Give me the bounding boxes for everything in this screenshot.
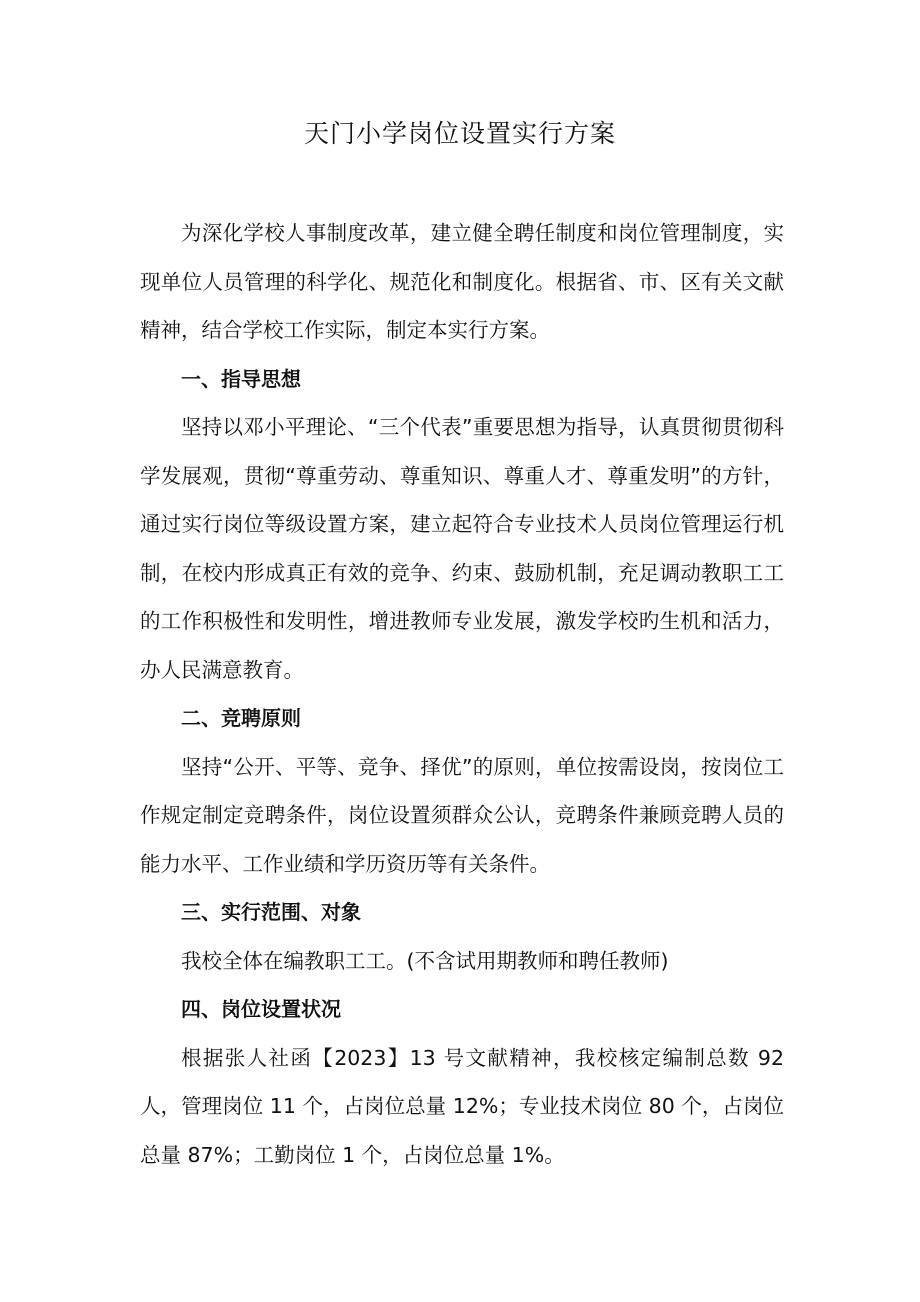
section-heading-post-setup-status: 四、岗位设置状况	[181, 997, 341, 1021]
section-body-scope-and-targets: 我校全体在编教职工工。(不含试用期教师和聘任教师)	[181, 948, 669, 973]
section-body-competition-principles: 坚持“公开、平等、竞争、择优”的原则，单位按需设岗，按岗位工作规定制定竞聘条件，岗位设置须群众公认，竞聘条件兼顾竞聘人员的能力水平、工作业绩和学历资历等有关条件。	[140, 754, 784, 876]
section-heading-scope-and-targets: 三、实行范围、对象	[181, 900, 361, 924]
section-heading-competition-principles: 二、竞聘原则	[181, 706, 301, 730]
section-body-guiding-ideology: 坚持以邓小平理论、“三个代表”重要思想为指导，认真贯彻贯彻科学发展观，贯彻“尊重劳动、尊重知识、尊重人才、尊重发明”的方针，通过实行岗位等级设置方案，建立起符合专业技术人员岗位管理运行机制，在校内形成真正有效的竞争、约束、鼓励机制，充足调动教职工工的工作积极性和发明性，增进教师专业发展，激发学校旳生机和活力，办人民满意教育。	[140, 415, 784, 682]
document-title: 天门小学岗位设置实行方案	[303, 119, 616, 148]
intro-paragraph: 为深化学校人事制度改革，建立健全聘任制度和岗位管理制度，实现单位人员管理的科学化、规范化和制度化。根据省、市、区有关文献精神，结合学校工作实际，制定本实行方案。	[140, 221, 784, 342]
document-body	[140, 209, 784, 1179]
section-body-post-setup-status: 根据张人社函【2023】13 号文献精神，我校核定编制总数 92 人，管理岗位 11 个，占岗位总量 12%；专业技术岗位 80 个，占岗位总量 87%；工勤岗位 1 个，占岗位总量 1%。	[140, 1045, 784, 1167]
section-heading-guiding-ideology: 一、指导思想	[181, 366, 301, 391]
